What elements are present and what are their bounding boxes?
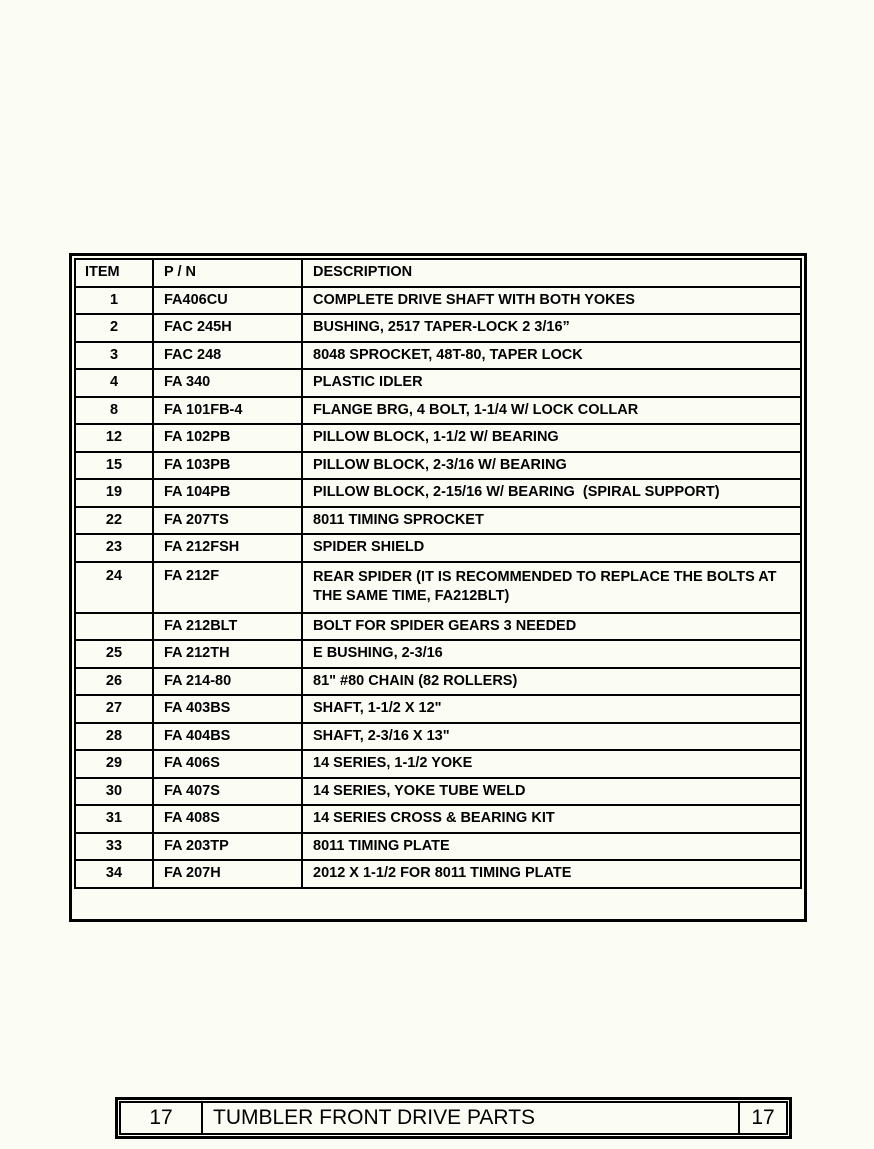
item-number: 26 <box>75 668 153 696</box>
item-number: 3 <box>75 342 153 370</box>
part-description: FLANGE BRG, 4 BOLT, 1-1/4 W/ LOCK COLLAR <box>302 397 801 425</box>
part-number: FA 103PB <box>153 452 302 480</box>
table-row <box>75 479 801 507</box>
part-number: FAC 248 <box>153 342 302 370</box>
part-number: FA 104PB <box>153 479 302 507</box>
part-description: REAR SPIDER (IT IS RECOMMENDED TO REPLACE THE BOLTS AT THE SAME TIME, FA212BLT) <box>302 562 801 613</box>
part-number: FA 406S <box>153 750 302 778</box>
item-number: 23 <box>75 534 153 562</box>
parts-table-frame <box>69 253 807 922</box>
table-row <box>75 314 801 342</box>
page-footer <box>115 1097 792 1139</box>
part-description: SHAFT, 1-1/2 X 12" <box>302 695 801 723</box>
part-number: FA406CU <box>153 287 302 315</box>
header-item: ITEM <box>75 259 153 287</box>
part-number: FA 403BS <box>153 695 302 723</box>
table-row <box>75 805 801 833</box>
part-number: FA 212F <box>153 562 302 613</box>
part-description: E BUSHING, 2-3/16 <box>302 640 801 668</box>
table-row <box>75 452 801 480</box>
part-number: FA 212TH <box>153 640 302 668</box>
item-number: 31 <box>75 805 153 833</box>
table-row <box>75 723 801 751</box>
header-description: DESCRIPTION <box>302 259 801 287</box>
parts-table-header-row <box>75 259 801 287</box>
table-row <box>75 342 801 370</box>
part-description: PLASTIC IDLER <box>302 369 801 397</box>
part-number: FA 407S <box>153 778 302 806</box>
table-row <box>75 287 801 315</box>
part-number: FAC 245H <box>153 314 302 342</box>
part-number: FA 212FSH <box>153 534 302 562</box>
table-row <box>75 860 801 888</box>
part-number: FA 207H <box>153 860 302 888</box>
part-description: PILLOW BLOCK, 2-3/16 W/ BEARING <box>302 452 801 480</box>
part-description: 2012 X 1-1/2 FOR 8011 TIMING PLATE <box>302 860 801 888</box>
part-number: FA 340 <box>153 369 302 397</box>
table-row <box>75 668 801 696</box>
part-number: FA 404BS <box>153 723 302 751</box>
table-row <box>75 695 801 723</box>
part-number: FA 203TP <box>153 833 302 861</box>
table-row <box>75 507 801 535</box>
item-number: 34 <box>75 860 153 888</box>
item-number: 8 <box>75 397 153 425</box>
item-number: 1 <box>75 287 153 315</box>
part-description: 14 SERIES, YOKE TUBE WELD <box>302 778 801 806</box>
part-number: FA 212BLT <box>153 613 302 641</box>
table-row <box>75 397 801 425</box>
item-number: 28 <box>75 723 153 751</box>
part-number: FA 408S <box>153 805 302 833</box>
item-number: 2 <box>75 314 153 342</box>
part-description: BOLT FOR SPIDER GEARS 3 NEEDED <box>302 613 801 641</box>
part-number: FA 102PB <box>153 424 302 452</box>
part-description: 14 SERIES CROSS & BEARING KIT <box>302 805 801 833</box>
item-number: 15 <box>75 452 153 480</box>
part-description: 8048 SPROCKET, 48T-80, TAPER LOCK <box>302 342 801 370</box>
part-description: BUSHING, 2517 TAPER-LOCK 2 3/16” <box>302 314 801 342</box>
item-number: 30 <box>75 778 153 806</box>
item-number: 29 <box>75 750 153 778</box>
part-description: PILLOW BLOCK, 2-15/16 W/ BEARING (SPIRAL SUPPORT) <box>302 479 801 507</box>
part-description: COMPLETE DRIVE SHAFT WITH BOTH YOKES <box>302 287 801 315</box>
part-description: SHAFT, 2-3/16 X 13" <box>302 723 801 751</box>
part-description: 8011 TIMING PLATE <box>302 833 801 861</box>
part-description: 81" #80 CHAIN (82 ROLLERS) <box>302 668 801 696</box>
table-row <box>75 778 801 806</box>
table-row <box>75 534 801 562</box>
footer-title: TUMBLER FRONT DRIVE PARTS <box>202 1102 739 1134</box>
table-row <box>75 562 801 613</box>
part-number: FA 101FB-4 <box>153 397 302 425</box>
part-description: SPIDER SHIELD <box>302 534 801 562</box>
item-number: 33 <box>75 833 153 861</box>
page-number-left: 17 <box>120 1102 202 1134</box>
item-number: 25 <box>75 640 153 668</box>
item-number: 19 <box>75 479 153 507</box>
table-row <box>75 640 801 668</box>
item-number <box>75 613 153 641</box>
footer-table <box>119 1101 788 1135</box>
table-row <box>75 424 801 452</box>
table-row <box>75 833 801 861</box>
part-description: 8011 TIMING SPROCKET <box>302 507 801 535</box>
part-description: PILLOW BLOCK, 1-1/2 W/ BEARING <box>302 424 801 452</box>
table-row <box>75 613 801 641</box>
table-row <box>75 750 801 778</box>
item-number: 24 <box>75 562 153 613</box>
part-number: FA 207TS <box>153 507 302 535</box>
table-row <box>75 369 801 397</box>
header-part-number: P / N <box>153 259 302 287</box>
parts-table <box>74 258 802 889</box>
item-number: 27 <box>75 695 153 723</box>
item-number: 4 <box>75 369 153 397</box>
page-number-right: 17 <box>739 1102 787 1134</box>
item-number: 12 <box>75 424 153 452</box>
part-description: 14 SERIES, 1-1/2 YOKE <box>302 750 801 778</box>
item-number: 22 <box>75 507 153 535</box>
part-number: FA 214-80 <box>153 668 302 696</box>
